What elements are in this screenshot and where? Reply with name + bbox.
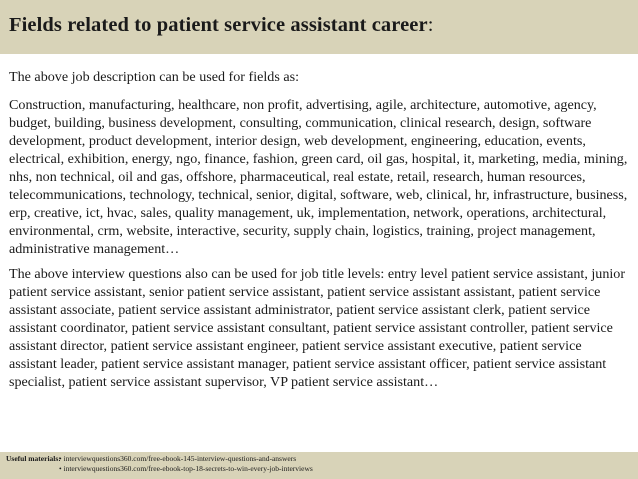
useful-materials-label: Useful materials:	[6, 454, 61, 463]
job-levels-text: The above interview questions also can be used for job title levels: entry level patient service assistant, junior patient service assistant, senior patient service assistant, patient service assistant assistant, patient service assistant associate, patient service assistant administrator, patient service assistant clerk, patient service assistant coordinator, patient service assistant consultant, patient service assistant controller, patient service assistant director, patient service assistant engineer, patient service assistant executive, patient service assistant leader, patient service assistant manager, patient service assistant officer, patient service assistant specialist, patient service assistant supervisor, VP patient service assistant…	[9, 266, 626, 390]
footer-row	[6, 454, 313, 464]
slide-title	[9, 14, 434, 37]
footer-bar	[0, 452, 638, 479]
title-colon: :	[427, 14, 434, 36]
footer-link-1[interactable]: • interviewquestions360.com/free-ebook-145-interview-questions-and-answers	[59, 454, 297, 463]
intro-text: The above job description can be used for fields as:	[9, 69, 300, 85]
footer-link-2[interactable]: • interviewquestions360.com/free-ebook-top-18-secrets-to-win-every-job-interviews	[59, 464, 313, 473]
title-bar	[0, 0, 638, 54]
useful-materials	[6, 454, 313, 474]
title-text: Fields related to patient service assistant career	[9, 14, 428, 36]
footer-spacer	[6, 464, 59, 474]
slide-body	[9, 68, 631, 391]
footer-row	[6, 464, 313, 474]
fields-list: Construction, manufacturing, healthcare, non profit, advertising, agile, architecture, automotive, agency, budget, building, business development, consulting, communication, clinical research, design, software development, product development, interior design, web development, engineering, education, events, electrical, exhibition, energy, ngo, finance, fashion, green card, oil gas, hospital, it, marketing, media, mining, nhs, non technical, oil and gas, offshore, pharmaceutical, real estate, retail, research, human resources, telecommunications, technology, technical, senior, digital, software, web, clinical, hr, infrastructure, business, erp, creative, ict, hvac, sales, quality management, uk, implementation, network, operations, architectural, environmental, crm, website, interactive, security, supply chain, logistics, training, project management, administrative management…	[9, 97, 628, 257]
